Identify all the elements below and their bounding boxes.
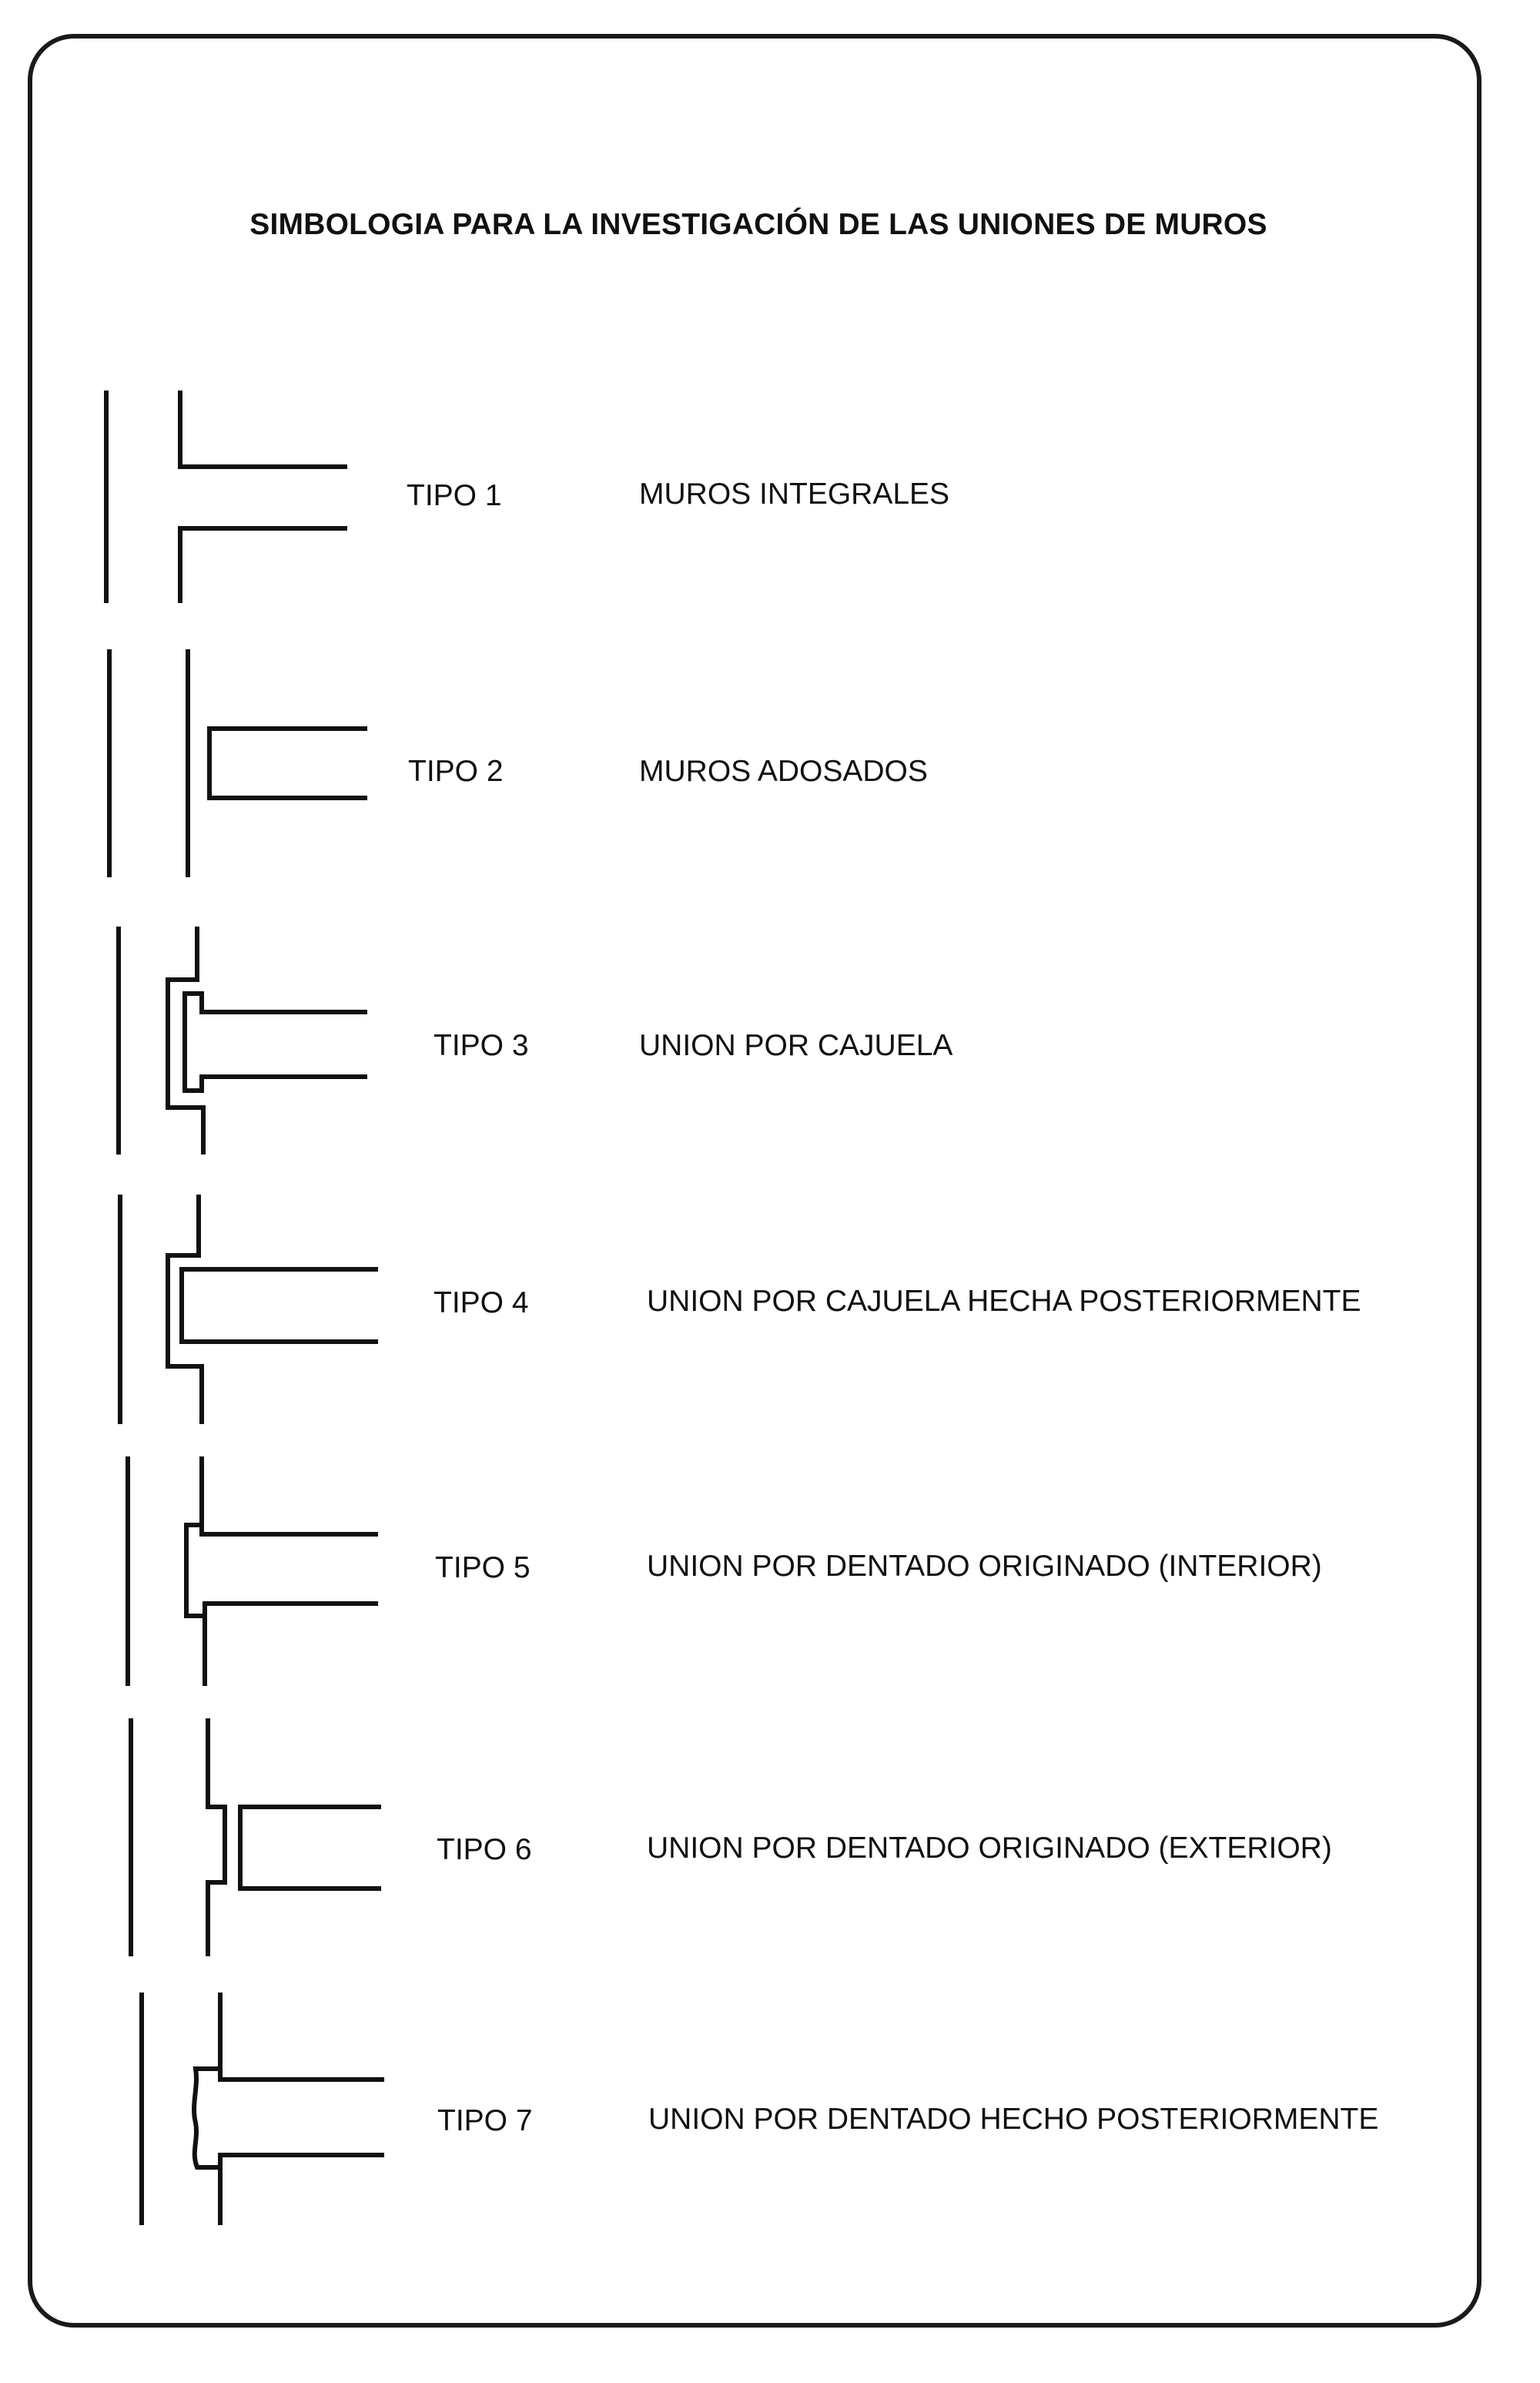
- tipo-label: TIPO 4: [434, 1286, 529, 1319]
- cajuela-posterior-symbol: [0, 1186, 385, 1433]
- dentado-interior-symbol: [0, 1448, 385, 1694]
- tipo-description: UNION POR CAJUELA: [639, 1029, 953, 1062]
- tipo-label: TIPO 7: [437, 2104, 533, 2137]
- legend-row-1: [0, 377, 1540, 624]
- tipo-label: TIPO 3: [434, 1029, 529, 1062]
- tipo-description: UNION POR DENTADO HECHO POSTERIORMENTE: [648, 2103, 1379, 2136]
- muros-adosados-symbol: [0, 639, 385, 886]
- tipo-description: MUROS ADOSADOS: [639, 755, 928, 788]
- legend-row-4: [0, 1186, 1540, 1433]
- legend-row-3: [0, 917, 1540, 1163]
- tipo-description: UNION POR DENTADO ORIGINADO (INTERIOR): [647, 1550, 1322, 1583]
- dentado-posterior-symbol: [0, 1987, 385, 2234]
- muros-integrales-symbol: [0, 377, 385, 624]
- legend-row-6: [0, 1710, 1540, 1956]
- legend-row-5: [0, 1448, 1540, 1694]
- cajuela-symbol: [0, 917, 385, 1163]
- tipo-label: TIPO 2: [408, 755, 504, 788]
- tipo-description: MUROS INTEGRALES: [639, 478, 950, 511]
- legend-row-2: [0, 639, 1540, 886]
- tipo-label: TIPO 5: [435, 1551, 531, 1584]
- legend-row-7: [0, 1987, 1540, 2234]
- tipo-description: UNION POR DENTADO ORIGINADO (EXTERIOR): [647, 1832, 1332, 1865]
- tipo-label: TIPO 1: [407, 479, 502, 512]
- tipo-label: TIPO 6: [437, 1833, 532, 1866]
- tipo-description: UNION POR CAJUELA HECHA POSTERIORMENTE: [647, 1285, 1361, 1318]
- dentado-exterior-symbol: [0, 1710, 385, 1956]
- page-title: SIMBOLOGIA PARA LA INVESTIGACIÓN DE LAS UNIONES DE MUROS: [249, 208, 1267, 241]
